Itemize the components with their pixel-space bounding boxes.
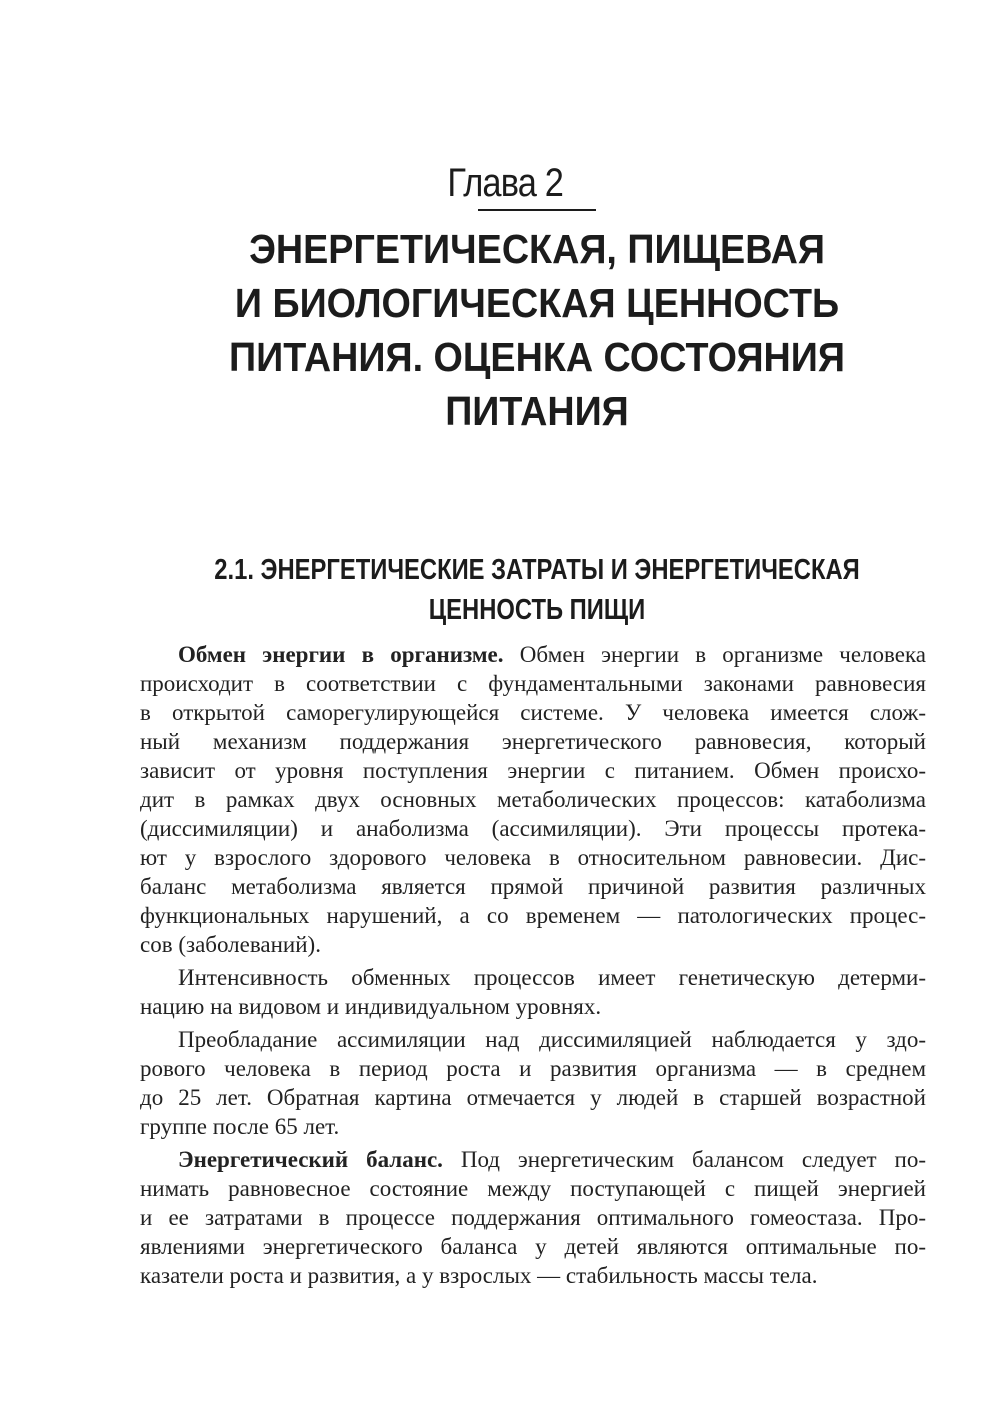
section-title-line: ЦЕННОСТЬ ПИЩИ: [428, 594, 646, 626]
text-line: дит в рамках двух основных метаболических процессов: катаболизма: [140, 787, 926, 812]
section-title-line: 2.1. ЭНЕРГЕТИЧЕСКИЕ ЗАТРАТЫ И ЭНЕРГЕТИЧЕСКАЯ: [214, 554, 860, 586]
text-line: [140, 640, 926, 669]
text-line: баланс метаболизма является прямой причиной развития различных: [140, 874, 926, 899]
text-line: и ее затратами в процессе поддержания оптимального гомеостаза. Про-: [140, 1205, 926, 1230]
run-in-heading: Энергетический баланс.: [178, 1147, 443, 1172]
chapter-underline: [478, 209, 596, 211]
text-line: рового человека в период роста и развития организма — в среднем: [140, 1056, 926, 1081]
chapter-title: [135, 222, 939, 438]
text-line: (диссимиляции) и анаболизма (ассимиляции). Эти процессы протека-: [140, 816, 926, 841]
chapter-title-line: ПИТАНИЯ: [445, 388, 629, 434]
text-line: нимать равновесное состояние между поступающей с пищей энергией: [140, 1176, 926, 1201]
text-line: Интенсивность обменных процессов имеет генетическую детерми-: [178, 965, 926, 990]
text-line: казатели роста и развития, а у взрослых — стабильность массы тела.: [140, 1263, 818, 1288]
chapter-title-line: И БИОЛОГИЧЕСКАЯ ЦЕННОСТЬ: [234, 280, 840, 326]
text-line: группе после 65 лет.: [140, 1114, 340, 1139]
paragraph-energy-exchange: [140, 640, 926, 959]
text-line: Преобладание ассимиляции над диссимиляцией наблюдается у здо-: [178, 1027, 926, 1052]
body-text: [140, 640, 926, 1294]
text-line: явлениями энергетического баланса у детей являются оптимальные по-: [140, 1234, 926, 1259]
text-line: сов (заболеваний).: [140, 932, 321, 957]
paragraph-intensity: [140, 963, 926, 1021]
text-line: происходит в соответствии с фундаментальными законами равновесия: [140, 671, 926, 696]
text-line-content: Обмен энергии в организме человека: [503, 642, 926, 667]
text-line: до 25 лет. Обратная картина отмечается у людей в старшей возрастной: [140, 1085, 926, 1110]
text-line: зависит от уровня поступления энергии с питанием. Обмен происхо-: [140, 758, 926, 783]
text-line: функциональных нарушений, а со временем — патологических процес-: [140, 903, 926, 928]
chapter-label: Глава 2: [447, 161, 563, 205]
chapter-title-line: ЭНЕРГЕТИЧЕСКАЯ, ПИЩЕВАЯ: [249, 226, 825, 272]
run-in-heading: Обмен энергии в организме.: [178, 642, 504, 667]
paragraph-assimilation: [140, 1025, 926, 1141]
section-title: [195, 550, 879, 630]
text-line: в открытой саморегулирующейся системе. У человека имеется слож-: [140, 700, 926, 725]
text-line: [140, 1145, 926, 1174]
text-line: ют у взрослого здорового человека в относительном равновесии. Дис-: [140, 845, 926, 870]
paragraph-energy-balance: [140, 1145, 926, 1290]
text-line-content: Под энергетическим балансом следует по-: [442, 1147, 927, 1172]
text-line: нацию на видовом и индивидуальном уровнях.: [140, 994, 602, 1019]
chapter-title-line: ПИТАНИЯ. ОЦЕНКА СОСТОЯНИЯ: [228, 334, 846, 380]
text-line: ный механизм поддержания энергетического равновесия, который: [140, 729, 926, 754]
